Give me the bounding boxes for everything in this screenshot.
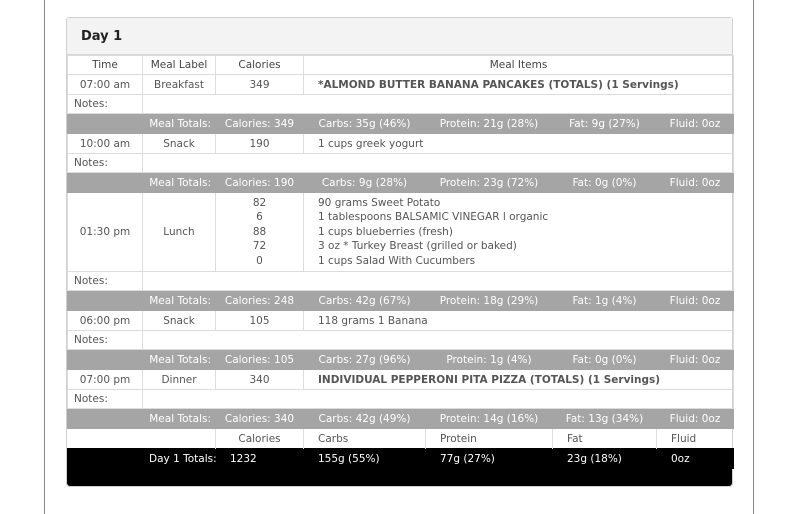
totals-fat: Fat: 1g (4%) [553, 291, 657, 311]
meal-calories: 105 [216, 311, 304, 331]
notes-label: Notes: [68, 390, 143, 409]
meal-totals-label: Meal Totals: [143, 173, 216, 193]
meal-calories-list [216, 193, 304, 272]
header-time: Time [68, 56, 143, 75]
meal-calories: 340 [216, 370, 304, 390]
meal-time: 07:00 am [68, 75, 143, 95]
meal-item: 90 grams Sweet Potato [318, 197, 441, 209]
meal-totals-row [68, 409, 734, 429]
meal-label: Dinner [143, 370, 216, 390]
item-calories: 88 [252, 225, 267, 238]
meal-label: Snack [143, 134, 216, 154]
day-card [66, 17, 733, 487]
totals-protein: Protein: 23g (72%) [426, 173, 553, 193]
day-totals-label: Day 1 Totals: [143, 449, 216, 469]
notes-row [68, 272, 734, 291]
notes-field[interactable] [143, 272, 734, 291]
notes-field[interactable] [143, 95, 734, 114]
notes-row [68, 95, 734, 114]
meal-item: 118 grams 1 Banana [304, 311, 734, 331]
totals-calories: Calories: 248 [216, 291, 304, 311]
day-total-carbs: 155g (55%) [304, 449, 426, 469]
header-calories: Calories [216, 56, 304, 75]
notes-row [68, 154, 734, 173]
totals-fluid: Fluid: 0oz [657, 350, 734, 370]
meal-time: 06:00 pm [68, 311, 143, 331]
meal-totals-row [68, 173, 734, 193]
meal-item: 1 cups blueberries (fresh) [318, 225, 453, 238]
meal-totals-row [68, 114, 734, 134]
notes-label: Notes: [68, 154, 143, 173]
summary-header-calories: Calories [216, 429, 304, 449]
meal-time: 01:30 pm [68, 193, 143, 272]
card-footer-bar [67, 469, 732, 486]
meal-item: *ALMOND BUTTER BANANA PANCAKES (TOTALS) (1 Servings) [304, 75, 734, 95]
summary-header-fat: Fat [553, 429, 657, 449]
totals-carbs: Carbs: 27g (96%) [304, 350, 426, 370]
totals-fluid: Fluid: 0oz [657, 114, 734, 134]
meal-calories: 190 [216, 134, 304, 154]
meal-label: Lunch [143, 193, 216, 272]
item-calories: 6 [256, 211, 263, 224]
page-border-right [753, 0, 754, 514]
meal-totals-row [68, 350, 734, 370]
item-calories: 82 [252, 197, 267, 209]
meal-totals-label: Meal Totals: [143, 114, 216, 134]
meal-time: 10:00 am [68, 134, 143, 154]
day-total-fluid: 0oz [657, 449, 734, 469]
header-meal-label: Meal Label [143, 56, 216, 75]
day-total-protein: 77g (27%) [426, 449, 553, 469]
meal-item: 1 cups greek yogurt [304, 134, 734, 154]
meal-plan-table [67, 55, 734, 469]
summary-header-carbs: Carbs [304, 429, 426, 449]
header-meal-items: Meal Items [304, 56, 734, 75]
totals-fluid: Fluid: 0oz [657, 291, 734, 311]
meal-row [68, 134, 734, 154]
notes-row [68, 331, 734, 350]
totals-calories: Calories: 105 [216, 350, 304, 370]
summary-header-protein: Protein [426, 429, 553, 449]
meal-item: 3 oz * Turkey Breast (grilled or baked) [318, 240, 517, 253]
meal-totals-row [68, 291, 734, 311]
totals-carbs: Carbs: 35g (46%) [304, 114, 426, 134]
notes-label: Notes: [68, 331, 143, 350]
meal-item: 1 tablespoons BALSAMIC VINEGAR l organic [318, 211, 549, 224]
meal-time: 07:00 pm [68, 370, 143, 390]
notes-label: Notes: [68, 272, 143, 291]
day-total-fat: 23g (18%) [553, 449, 657, 469]
item-calories: 72 [252, 240, 267, 253]
totals-calories: Calories: 349 [216, 114, 304, 134]
day-title: Day 1 [67, 18, 732, 55]
totals-protein: Protein: 21g (28%) [426, 114, 553, 134]
totals-fat: Fat: 0g (0%) [553, 173, 657, 193]
totals-fat: Fat: 13g (34%) [553, 409, 657, 429]
totals-fat: Fat: 0g (0%) [553, 350, 657, 370]
meal-totals-label: Meal Totals: [143, 409, 216, 429]
notes-label: Notes: [68, 95, 143, 114]
meal-row [68, 75, 734, 95]
notes-row [68, 390, 734, 409]
meal-calories: 349 [216, 75, 304, 95]
notes-field[interactable] [143, 331, 734, 350]
totals-fluid: Fluid: 0oz [657, 173, 734, 193]
meal-item: 1 cups Salad With Cucumbers [318, 254, 476, 267]
summary-header-row [68, 429, 734, 449]
notes-field[interactable] [143, 154, 734, 173]
table-header-row [68, 56, 734, 75]
day-totals-row [68, 449, 734, 469]
totals-carbs: Carbs: 42g (49%) [304, 409, 426, 429]
meal-label: Snack [143, 311, 216, 331]
meal-label: Breakfast [143, 75, 216, 95]
item-calories: 0 [256, 254, 263, 267]
totals-protein: Protein: 14g (16%) [426, 409, 553, 429]
totals-fluid: Fluid: 0oz [657, 409, 734, 429]
meal-row [68, 193, 734, 272]
notes-field[interactable] [143, 390, 734, 409]
meal-totals-label: Meal Totals: [143, 350, 216, 370]
totals-fat: Fat: 9g (27%) [553, 114, 657, 134]
day-total-calories: 1232 [216, 449, 304, 469]
totals-protein: Protein: 18g (29%) [426, 291, 553, 311]
totals-carbs: Carbs: 9g (28%) [304, 173, 426, 193]
meal-row [68, 311, 734, 331]
totals-protein: Protein: 1g (4%) [426, 350, 553, 370]
meal-row [68, 370, 734, 390]
meal-item: INDIVIDUAL PEPPERONI PITA PIZZA (TOTALS) (1 Servings) [304, 370, 734, 390]
page-border-left [44, 0, 45, 514]
totals-calories: Calories: 190 [216, 173, 304, 193]
summary-header-fluid: Fluid [671, 432, 697, 445]
totals-carbs: Carbs: 42g (67%) [304, 291, 426, 311]
meal-items-list [304, 193, 734, 272]
totals-calories: Calories: 340 [216, 409, 304, 429]
meal-totals-label: Meal Totals: [143, 291, 216, 311]
